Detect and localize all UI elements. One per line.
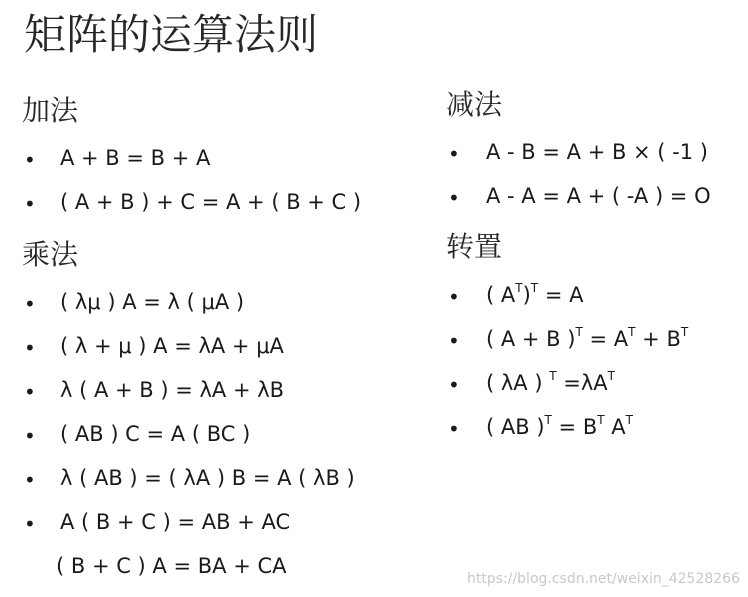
page-title: 矩阵的运算法则 [24,10,319,59]
transpose-rule-1-part-a: ( A [486,283,516,307]
bullet-icon: • [448,285,460,309]
bullet-icon: • [24,468,36,492]
superscript-t: T [628,325,636,339]
bullet-icon: • [24,148,36,172]
subtraction-rule-2: A - A = A + ( -A ) = O [486,184,711,208]
superscript-t: T [625,413,633,427]
transpose-heading: 转置 [446,230,503,263]
transpose-rule-3-part-c: λA [580,371,608,395]
watermark: https://blog.csdn.net/weixin_42528266 [466,571,740,587]
transpose-rule-4-part-a: ( AB ) [486,415,545,439]
multiplication-heading: 乘法 [22,238,79,271]
superscript-t: T [549,369,557,383]
transpose-rule-1 [486,283,583,308]
multiplication-rule-1: ( λμ ) A = λ ( μA ) [60,290,245,314]
multiplication-rule-2: ( λ + μ ) A = λA + μA [60,334,284,358]
superscript-t: T [575,325,583,339]
bullet-icon: • [448,373,460,397]
transpose-rule-2-part-c: + B [642,327,681,351]
bullet-icon: • [24,424,36,448]
transpose-rule-2-part-a: ( A + B ) [486,327,576,351]
bullet-icon: • [448,186,460,210]
bullet-icon: • [448,417,460,441]
transpose-rule-1-part-b: ) [522,283,531,307]
subtraction-rule-1: A - B = A + B × ( -1 ) [486,140,708,164]
bullet-icon: • [448,329,460,353]
multiplication-rule-3: λ ( A + B ) = λA + λB [60,378,285,402]
multiplication-rule-6: A ( B + C ) = AB + AC [60,510,291,534]
addition-rule-2: ( A + B ) + C = A + ( B + C ) [60,190,362,214]
superscript-t: T [515,281,523,295]
bullet-icon: • [24,380,36,404]
subtraction-heading: 减法 [446,88,503,121]
bullet-icon: • [24,512,36,536]
transpose-rule-4-part-b: = B [558,415,598,439]
bullet-icon: • [24,292,36,316]
addition-heading: 加法 [22,94,79,127]
addition-rule-1: A + B = B + A [60,146,211,170]
multiplication-rule-4: ( AB ) C = A ( BC ) [60,422,251,446]
transpose-rule-3-part-b: = [563,371,581,395]
transpose-rule-2 [486,327,688,352]
multiplication-rule-7: ( B + C ) A = BA + CA [56,554,287,578]
transpose-rule-3 [486,371,615,396]
superscript-t: T [607,369,615,383]
superscript-t: T [680,325,689,339]
superscript-t: T [544,413,552,427]
transpose-rule-4-part-c: A [611,415,626,439]
transpose-rule-4 [486,415,633,440]
bullet-icon: • [24,192,36,216]
transpose-rule-3-part-a: ( λA ) [486,371,543,395]
multiplication-rule-5: λ ( AB ) = ( λA ) B = A ( λB ) [60,466,355,490]
superscript-t: T [530,281,539,295]
transpose-rule-1-part-c: = A [544,283,584,307]
bullet-icon: • [448,142,460,166]
superscript-t: T [597,413,605,427]
transpose-rule-2-part-b: = A [589,327,629,351]
bullet-icon: • [24,336,36,360]
